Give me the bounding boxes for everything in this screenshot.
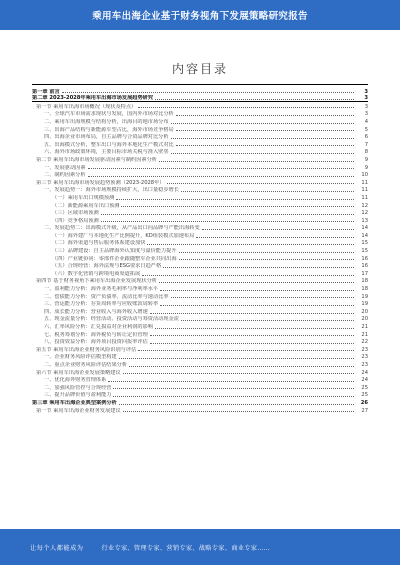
toc-entry[interactable] <box>32 391 368 399</box>
toc-entry-label: （三）区域市场预测 <box>52 210 99 217</box>
toc-entry[interactable] <box>32 353 368 361</box>
toc-entry-label: 第四节 基于财务视角下乘用车出海企业发展现状分析 <box>36 278 157 285</box>
toc-leader-dots <box>176 130 354 131</box>
report-header <box>0 0 400 30</box>
toc-entry[interactable] <box>32 186 368 194</box>
toc-entry-label: 二、乘用车出海规模与结构分析，出海目的地市场分布 <box>44 118 169 125</box>
toc-leader-dots <box>181 320 354 321</box>
toc-entry[interactable] <box>32 376 368 384</box>
toc-leader-dots <box>171 123 354 124</box>
toc-entry-label: （二）新能源乘用车出口预测 <box>52 202 120 209</box>
toc-entry[interactable] <box>32 262 368 270</box>
toc-entry[interactable] <box>32 277 368 285</box>
toc-entry-page: 23 <box>361 354 368 361</box>
toc-leader-dots <box>147 244 354 245</box>
toc-entry-label: 八、投资效益分析：海外项目投资回报率评估 <box>44 339 148 346</box>
toc-entry-page: 16 <box>361 255 368 262</box>
toc-entry[interactable] <box>32 383 368 391</box>
toc-entry[interactable] <box>32 338 368 346</box>
toc-entry[interactable] <box>32 87 368 95</box>
toc-entry[interactable] <box>32 163 368 171</box>
toc-entry-page: 18 <box>361 278 368 285</box>
toc-entry[interactable] <box>32 148 368 156</box>
footer-slogan: 让每个人都能成为 <box>30 544 84 552</box>
toc-leader-dots <box>159 161 354 162</box>
toc-entry-label: （一）乘用车出口规模预测 <box>52 194 115 201</box>
toc-entry-page: 17 <box>361 270 368 277</box>
toc-entry-label: 第五节 乘用车出海企业财务风险识别与评估 <box>36 346 137 353</box>
toc-entry-label: 三、营运能力分析：存货周转率与应收账款周转率 <box>44 301 159 308</box>
toc-leader-dots <box>119 404 354 405</box>
toc-leader-dots <box>121 206 354 207</box>
toc-entry-label: （三）品牌建设：自主品牌海外认知度与溢价能力提升 <box>52 248 177 255</box>
toc-entry[interactable] <box>32 398 368 406</box>
toc-entry-label: 第三章 乘用车出海企业典型案例分析 <box>32 399 117 406</box>
toc-leader-dots <box>119 358 354 359</box>
toc-entry-page: 10 <box>361 172 368 179</box>
toc-entry[interactable] <box>32 140 368 148</box>
toc-leader-dots <box>88 168 354 169</box>
toc-entry-page: 6 <box>364 134 368 141</box>
toc-entry[interactable] <box>32 178 368 186</box>
toc-leader-dots <box>123 411 354 412</box>
toc-entry-label: 二、重点企业财务风险评估结果分析 <box>44 361 128 368</box>
toc-entry[interactable] <box>32 360 368 368</box>
toc-entry-page: 3 <box>364 111 368 118</box>
toc-entry-label: 一、发展趋势一：海外市场规模持续扩大，出口量稳步增长 <box>44 187 179 194</box>
toc-entry[interactable] <box>32 345 368 353</box>
toc-entry[interactable] <box>32 406 368 414</box>
toc-entry-label: 第六节 乘用车出海企业发展策略建议 <box>36 369 121 376</box>
toc-entry-label: 二、制约因素分析 <box>44 172 86 179</box>
toc-leader-dots <box>129 366 354 367</box>
toc-entry-label: 一、优化海外财务管理体系 <box>44 377 107 384</box>
toc-entry-page: 8 <box>364 149 368 156</box>
toc-entry-label: 一、盈利能力分析：海外业务毛利率与净利率水平 <box>44 286 159 293</box>
toc-entry[interactable] <box>32 155 368 163</box>
toc-entry[interactable] <box>32 224 368 232</box>
toc-leader-dots <box>181 191 354 192</box>
report-title: 乘用车出海企业基于财务视角下发展策略研究报告 <box>92 11 308 22</box>
toc-entry-page: 9 <box>364 156 368 163</box>
toc-entry[interactable] <box>32 300 368 308</box>
toc-leader-dots <box>150 313 354 314</box>
toc-entry[interactable] <box>32 95 368 103</box>
toc-entry-label: 七、税务筹划分析：海外税负与转让定价管理 <box>44 331 148 338</box>
toc-entry-page: 11 <box>361 179 368 186</box>
toc-entry-page: 20 <box>361 308 368 315</box>
toc-entry[interactable] <box>32 284 368 292</box>
toc-entry-label: 第一节 乘用车出海企业财务发展建议 <box>36 407 121 414</box>
toc-entry-page: 22 <box>361 339 368 346</box>
toc-entry-page: 15 <box>361 240 368 247</box>
toc-entry[interactable] <box>32 125 368 133</box>
toc-leader-dots <box>113 396 354 397</box>
toc-leader-dots <box>116 199 354 200</box>
toc-entry-label: 第一章 前言 <box>32 88 60 95</box>
table-of-contents <box>32 87 368 414</box>
toc-entry[interactable] <box>32 133 368 141</box>
toc-entry-page: 27 <box>361 407 368 414</box>
toc-entry[interactable] <box>32 193 368 201</box>
toc-entry[interactable] <box>32 231 368 239</box>
toc-entry-label: （一）海外建厂与本地化生产比例提升，KD组装模式加速布局 <box>52 232 195 239</box>
toc-entry-page: 7 <box>364 141 368 148</box>
toc-entry[interactable] <box>32 246 368 254</box>
toc-entry-page: 4 <box>364 118 368 125</box>
toc-entry-page: 11 <box>361 187 368 194</box>
toc-leader-dots <box>159 282 354 283</box>
toc-leader-dots <box>171 153 354 154</box>
toc-entry[interactable] <box>32 269 368 277</box>
toc-entry-page: 18 <box>361 286 368 293</box>
toc-entry-label: 四、成长能力分析：营业收入与海外收入增速 <box>44 308 148 315</box>
toc-leader-dots <box>62 92 354 93</box>
toc-entry[interactable] <box>32 368 368 376</box>
toc-entry-page: 26 <box>360 399 368 406</box>
toc-entry[interactable] <box>32 315 368 323</box>
toc-entry-page: 16 <box>361 263 368 270</box>
toc-entry-page: 14 <box>361 232 368 239</box>
toc-entry[interactable] <box>32 330 368 338</box>
toc-entry-label: 二、发展趋势二：出海模式升级，从产品出口向品牌与产能出海转变 <box>44 225 200 232</box>
toc-entry-page: 12 <box>361 210 368 217</box>
toc-leader-dots <box>123 373 354 374</box>
toc-title: 内容目录 <box>171 62 228 76</box>
toc-entry[interactable] <box>32 117 368 125</box>
toc-entry-page: 11 <box>361 194 368 201</box>
toc-entry-page: 21 <box>361 331 368 338</box>
toc-entry-label: 一、发展驱动因素 <box>44 164 86 171</box>
toc-entry-label: 五、出海模式分析，整车出口与海外本地化生产模式对比 <box>44 141 174 148</box>
toc-entry-page: 20 <box>361 316 368 323</box>
toc-entry-label: （四）竞争格局预测 <box>52 217 99 224</box>
toc-leader-dots <box>167 183 355 184</box>
toc-leader-dots <box>160 290 354 291</box>
toc-leader-dots <box>150 343 354 344</box>
toc-leader-dots <box>163 267 354 268</box>
toc-leader-dots <box>155 328 354 329</box>
toc-entry-page: 13 <box>361 217 368 224</box>
toc-entry-label: 二、加强风险管控与合规经营 <box>44 384 112 391</box>
toc-leader-dots <box>171 297 354 298</box>
toc-leader-dots <box>196 237 354 238</box>
footer-services: 行业专家、管理专家、营销专家、战略专家、商业专家…… <box>101 544 271 552</box>
toc-entry-label: （六）数字化营销与跨境电商渠道拓展 <box>52 270 141 277</box>
toc-entry-label: 五、现金流量分析：经营活动、投资活动与筹资活动现金流 <box>44 316 179 323</box>
toc-entry-page: 15 <box>361 248 368 255</box>
toc-leader-dots <box>150 335 354 336</box>
toc-entry-label: 一、全球汽车市场需求现状与发展，国内外市场对比分析 <box>44 111 174 118</box>
toc-leader-dots <box>171 138 354 139</box>
toc-leader-dots <box>113 388 354 389</box>
toc-entry-page: 3 <box>364 103 368 110</box>
toc-entry[interactable] <box>32 171 368 179</box>
toc-leader-dots <box>138 350 354 351</box>
toc-entry-page: 3 <box>364 88 368 95</box>
toc-entry-page: 12 <box>361 202 368 209</box>
toc-entry-page: 21 <box>361 324 368 330</box>
toc-leader-dots <box>176 115 354 116</box>
toc-leader-dots <box>155 99 354 100</box>
toc-entry-page: 19 <box>361 301 368 308</box>
toc-entry-label: （二）海外渠道与售后服务体系建设加快 <box>52 240 146 247</box>
toc-entry-page: 23 <box>361 346 368 353</box>
toc-entry[interactable] <box>32 216 368 224</box>
toc-entry-label: 六、汇率风险分析：汇兑损益对企业利润的影响 <box>44 324 153 330</box>
toc-leader-dots <box>202 229 354 230</box>
toc-entry-page: 14 <box>361 225 368 232</box>
toc-entry-page: 3 <box>364 95 368 102</box>
toc-entry[interactable] <box>32 209 368 217</box>
toc-leader-dots <box>138 107 354 108</box>
toc-entry-label: 二、偿债能力分析：资产负债率、流动比率与速动比率 <box>44 293 169 300</box>
toc-entry[interactable] <box>32 254 368 262</box>
toc-leader-dots <box>179 252 354 253</box>
toc-leader-dots <box>108 381 354 382</box>
toc-entry[interactable] <box>32 110 368 118</box>
toc-entry[interactable] <box>32 201 368 209</box>
toc-entry-page: 24 <box>361 377 368 384</box>
toc-entry[interactable] <box>32 292 368 300</box>
toc-entry-label: （五）合规经营：海外法规与ESG要求日趋严格 <box>52 263 162 270</box>
toc-leader-dots <box>88 176 354 177</box>
toc-entry-label: 三、提升品牌价值与盈利能力 <box>44 392 112 399</box>
toc-entry-label: 一、企业财务风险评估模型构建 <box>44 354 117 361</box>
toc-entry[interactable] <box>32 307 368 315</box>
toc-leader-dots <box>101 214 354 215</box>
toc-entry-label: 第二章 2023-2028年乘用车出海市场发展趋势研究 <box>32 95 154 102</box>
toc-entry[interactable] <box>32 322 368 330</box>
toc-entry-page: 23 <box>361 361 368 368</box>
toc-divider <box>32 84 368 85</box>
toc-entry-page: 19 <box>361 293 368 300</box>
toc-entry[interactable] <box>32 239 368 247</box>
toc-entry-page: 9 <box>364 164 368 171</box>
toc-entry-label: 三、出海产品结构与新能源车型占比，海外市场竞争格局 <box>44 126 174 133</box>
report-footer <box>0 529 400 565</box>
toc-entry[interactable] <box>32 102 368 110</box>
toc-entry-label: 四、出海企业市场布局，自主品牌与合资品牌对比分析 <box>44 134 169 141</box>
toc-entry-label: 第一节 乘用车出海市场概况（现状及特点） <box>36 103 137 110</box>
toc-leader-dots <box>176 145 354 146</box>
toc-leader-dots <box>101 221 354 222</box>
toc-entry-label: 六、海外市场政策环境，主要目标市场关税与准入壁垒 <box>44 149 169 156</box>
toc-leader-dots <box>142 275 354 276</box>
toc-entry-page: 25 <box>361 384 368 391</box>
toc-entry-label: （四）产业链协同：零部件企业跟随整车企业共同出海 <box>52 255 177 262</box>
toc-leader-dots <box>160 305 354 306</box>
toc-entry-page: 5 <box>364 126 368 133</box>
toc-entry-page: 24 <box>361 369 368 376</box>
toc-entry-label: 第三节 乘用车出海市场发展趋势预测（2023-2028年） <box>36 179 165 186</box>
toc-entry-page: 25 <box>361 392 368 399</box>
toc-leader-dots <box>179 259 354 260</box>
toc-entry-label: 第二节 乘用车出海市场发展驱动因素与制约因素分析 <box>36 156 157 163</box>
